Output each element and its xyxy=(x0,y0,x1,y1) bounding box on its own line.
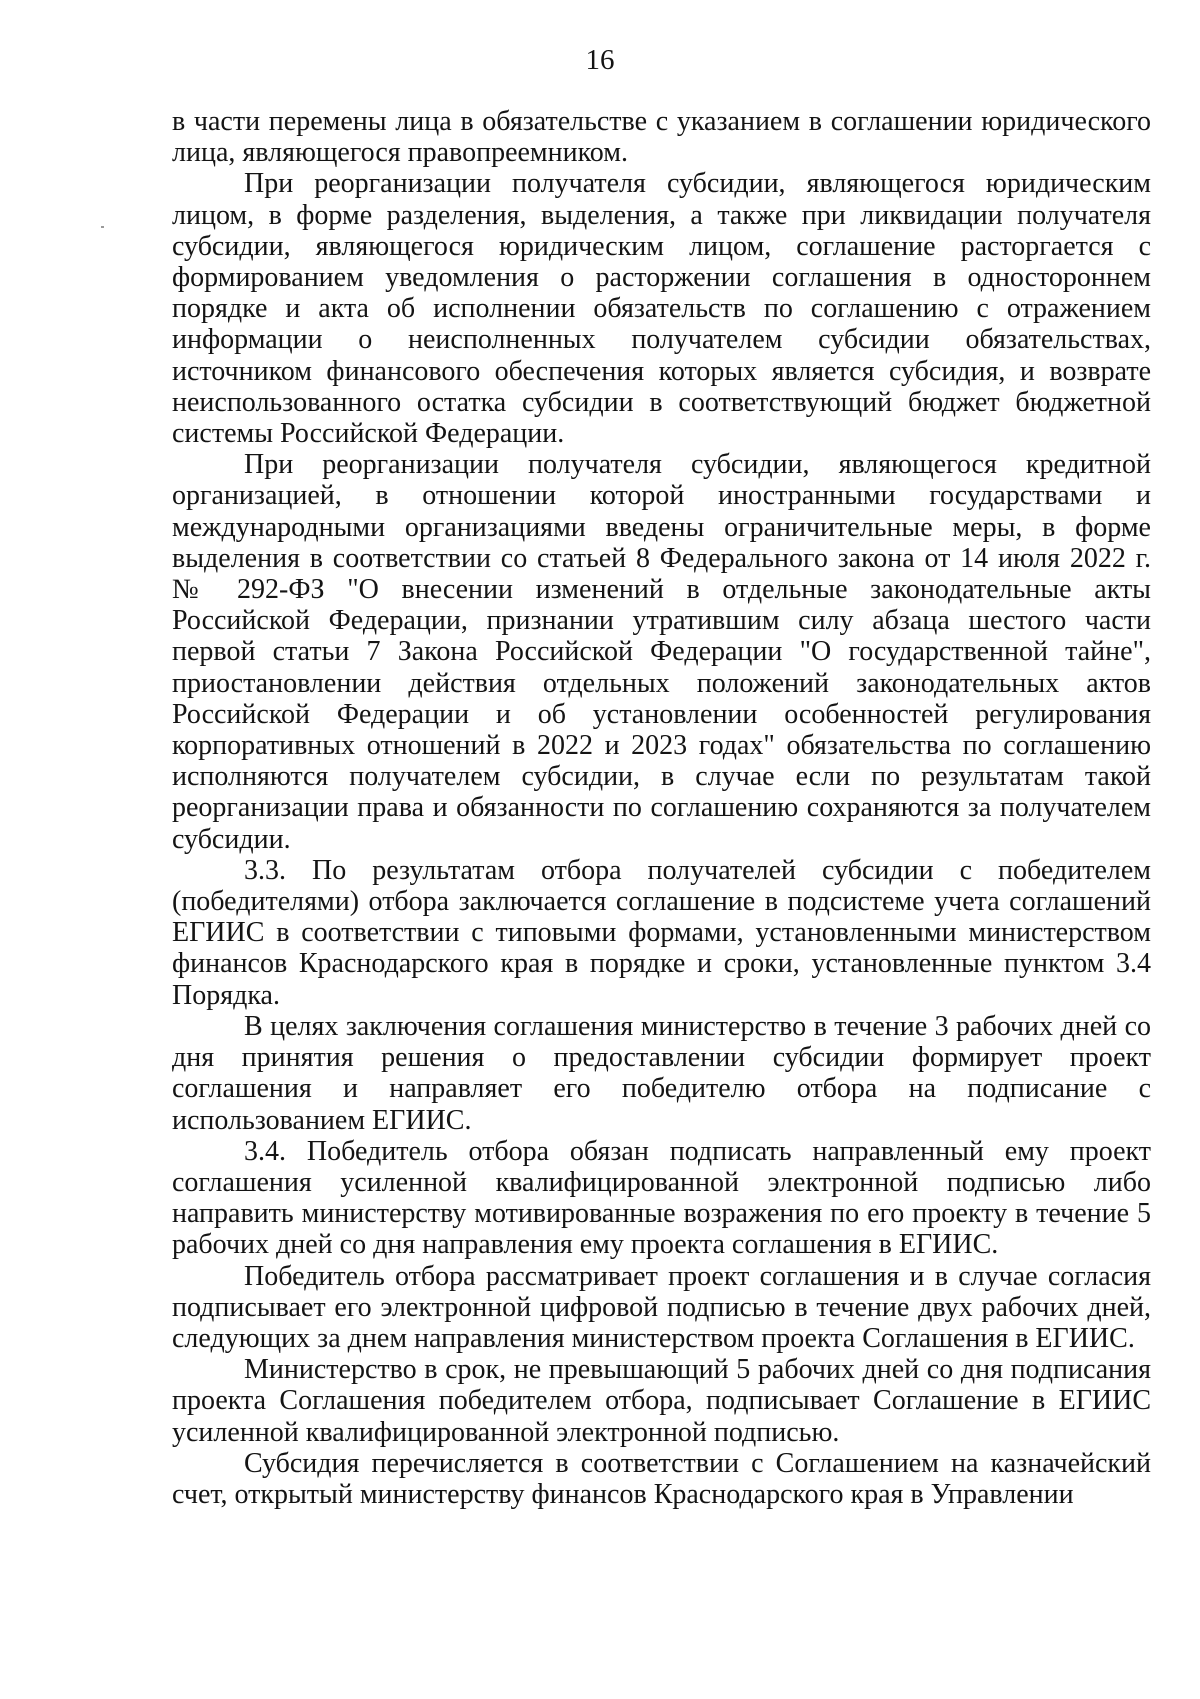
paragraph-agreement-preparation: В целях заключения соглашения министерство в течение 3 рабочих дней со дня принятия решения о предоставлении субсидии формирует проект соглашения и направляет его победителю отбора на подписание с использованием ЕГИИС. xyxy=(172,1010,1151,1136)
paragraph-reorganization-legal-entity: При реорганизации получателя субсидии, являющегося юридическим лицом, в форме разделения, выделения, а также при ликвидации получателя субсидии, являющегося юридическим лицом, соглашение расторгается с формированием уведомления о расторжении соглашения в одностороннем порядке и акта об исполнении обязательств по соглашению с отражением информации о неисполненных получателем субсидии обязательствах, источником финансового обеспечения которых является субсидия, и возврате неиспользованного остатка субсидии в соответствующий бюджет бюджетной системы Российской Федерации. xyxy=(172,168,1151,450)
paragraph-clause-3-3: 3.3. По результатам отбора получателей субсидии с победителем (победителями) отбора заключается соглашение в подсистеме учета соглашений ЕГИИС в соответствии с типовыми формами, установленными министерством финансов Краснодарского края в порядке и сроки, установленные пунктом 3.4 Порядка. xyxy=(172,854,1151,1011)
paragraph-ministry-signing: Министерство в срок, не превышающий 5 рабочих дней со дня подписания проекта Соглашения победителем отбора, подписывает Соглашение в ЕГИИС усиленной квалифицированной электронной подписью. xyxy=(172,1354,1151,1448)
paragraph-reorganization-credit-organization: При реорганизации получателя субсидии, являющегося кредитной организацией, в отношении которой иностранными государствами и международными организациями введены ограничительные меры, в форме выделения в соответствии со статьей 8 Федерального закона от 14 июля 2022 г. № 292-ФЗ "О внесении изменений в отдельные законодательные акты Российской Федерации, признании утратившим силу абзаца шестого части первой статьи 7 Закона Российской Федерации "О государственной тайне", приостановлении действия отдельных положений законодательных актов Российской Федерации и об установлении особенностей регулирования корпоративных отношений в 2022 и 2023 годах" обязательства по соглашению исполняются получателем субсидии, в случае если по результатам такой реорганизации права и обязанности по соглашению сохраняются за получателем субсидии. xyxy=(172,449,1151,855)
paragraph-clause-3-4: 3.4. Победитель отбора обязан подписать направленный ему проект соглашения усиленной квалифицированной электронной подписью либо направить министерству мотивированные возражения по его проекту в течение 5 рабочих дней со дня направления ему проекта соглашения в ЕГИИС. xyxy=(172,1135,1151,1261)
paragraph-continuation: в части перемены лица в обязательстве с указанием в соглашении юридического лица, являющегося правопреемником. xyxy=(172,106,1151,169)
page-number: 16 xyxy=(585,44,615,76)
scan-speck xyxy=(101,226,104,228)
paragraph-subsidy-transfer: Субсидия перечисляется в соответствии с Соглашением на казначейский счет, открытый министерству финансов Краснодарского края в Управлении xyxy=(172,1447,1151,1510)
document-body xyxy=(172,106,1151,1510)
paragraph-winner-signing: Победитель отбора рассматривает проект соглашения и в случае согласия подписывает его электронной цифровой подписью в течение двух рабочих дней, следующих за днем направления министерством проекта Соглашения в ЕГИИС. xyxy=(172,1260,1151,1354)
